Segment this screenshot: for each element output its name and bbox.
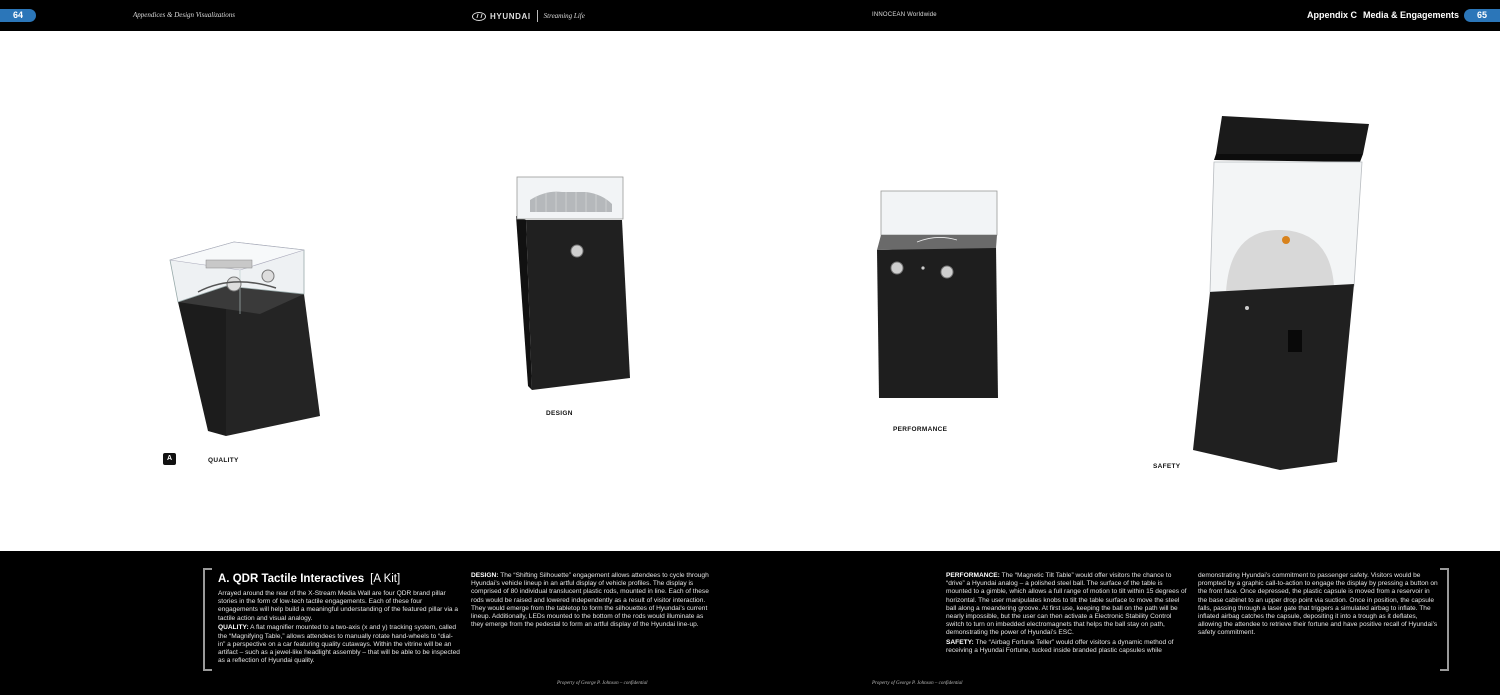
design-text: The “Shifting Silhouette” engagement allows attendees to cycle through Hyundai’s vehicle lineup in an artful display of vehicle profiles. The display is comprised of 80 individual translucent plastic rods, mounted in line. Each of these rods would be raised and lowered independently as a result of visitor interaction. They would emerge from the tabletop to form the silhouettes of Hyundai’s current lineup. Additionally, LEDs mounted to the bottom of the rods would illuminate as they emerge from the pedestal to form an artful display of the Hyundai line-up. xyxy=(471,572,709,629)
intro-paragraph: Arrayed around the rear of the X-Stream Media Wall are four QDR brand pillar stories in the form of low-tech tactile engagements. Each of these four engagements will help build a meaningful understanding of the featured pillar via a tactile action and visual analogy. xyxy=(218,590,459,622)
panel-title xyxy=(218,573,400,585)
hyundai-logo-icon xyxy=(472,12,486,21)
right-bracket xyxy=(1440,568,1449,671)
performance-text: The “Magnetic Tilt Table” would offer visitors the chance to “drive” a Hyundai analog – a polished steel ball. The surface of the table is mounted to a gimble, which allows a full range of motion to tilt within 15 degrees of horizontal. The user manipulates knobs to tilt the table surface to move the steel ball along a meandering groove. At first use, keeping the ball on the path will be nearly impossible, but the user can then activate a Electronic Stability Control switch to turn on imbedded electromagnets that helps the ball stay on path, demonstrating the power of Hyundai’s ESC. xyxy=(946,572,1187,637)
quality-heading: QUALITY: xyxy=(218,624,249,632)
safety-label: SAFETY xyxy=(1153,463,1181,470)
performance-heading: PERFORMANCE: xyxy=(946,572,1000,579)
confidential-note-right: Property of George P. Johnson – confidential xyxy=(872,681,963,686)
brand-lockup xyxy=(472,10,585,22)
brand-tagline: Streaming Life xyxy=(543,12,585,20)
performance-label: PERFORMANCE xyxy=(893,426,948,433)
appendix-title: Media & Engagements xyxy=(1363,10,1460,20)
description-panel xyxy=(0,551,1500,695)
safety-paragraph xyxy=(946,639,1188,655)
quality-text: A flat magnifier mounted to a two-axis (x and y) tracking system, called the “Magnifying Table,” allows attendees to manually rotate hand-wheels to “dial-in” a perspective on a car featuring quality cutaways. Within the vitrine will be an artifact – such as a jewel-like headlight assembly – that will be able to be inspected as a reflection of Hyundai quality. xyxy=(218,624,460,665)
top-bar xyxy=(0,0,1500,31)
panel-title-text: A. QDR Tactile Interactives xyxy=(218,573,365,585)
appendix-label: Appendix C xyxy=(1307,10,1358,20)
column-performance xyxy=(946,572,1188,657)
design-heading: DESIGN: xyxy=(471,572,499,579)
column-safety-continued xyxy=(1198,572,1440,639)
quality-paragraph xyxy=(218,624,460,665)
agency-name: INNOCEAN Worldwide xyxy=(872,12,937,18)
safety-heading: SAFETY: xyxy=(946,639,974,647)
confidential-note-left: Property of George P. Johnson – confidential xyxy=(557,681,648,686)
quality-label: QUALITY xyxy=(208,457,239,464)
brand-name: HYUNDAI xyxy=(490,11,531,21)
column-intro xyxy=(218,590,460,667)
left-bracket xyxy=(203,568,212,671)
column-design xyxy=(471,572,714,631)
performance-paragraph xyxy=(946,572,1188,638)
design-paragraph xyxy=(471,572,714,629)
brand-divider xyxy=(537,10,538,22)
safety-exhibit-illustration xyxy=(1192,116,1372,472)
page-number-left: 64 xyxy=(0,9,36,22)
safety-continued-text: demonstrating Hyundai’s commitment to passenger safety. Visitors would be prompted by a graphic call-to-action to engage the display by pressing a button on the front face. Once depressed, the plastic capsule is moved from a reservoir in the base cabinet to an upper drop point via suction. Once in position, the capsule falls, passing through a laser gate that triggers a simulated airbag to inflate. The inflated airbag catches the capsule, depositing it into a trough as it deflates, allowing the attendee to retrieve their fortune and have positive recall of Hyundai’s safety commitment. xyxy=(1198,572,1438,637)
kit-tag: [A Kit] xyxy=(370,573,401,585)
design-exhibit-illustration xyxy=(516,176,636,392)
safety-text: The “Airbag Fortune Teller” would offer visitors a dynamic method of receiving a Hyundai Fortune, tucked inside branded plastic capsules while xyxy=(946,639,1174,655)
design-label: DESIGN xyxy=(546,410,573,417)
quality-exhibit-illustration xyxy=(168,236,328,441)
page-number-right: 65 xyxy=(1464,9,1500,22)
performance-exhibit-illustration xyxy=(877,190,1001,400)
kit-badge: A xyxy=(163,453,176,465)
section-title: Appendices & Design Visualizations xyxy=(133,11,235,19)
